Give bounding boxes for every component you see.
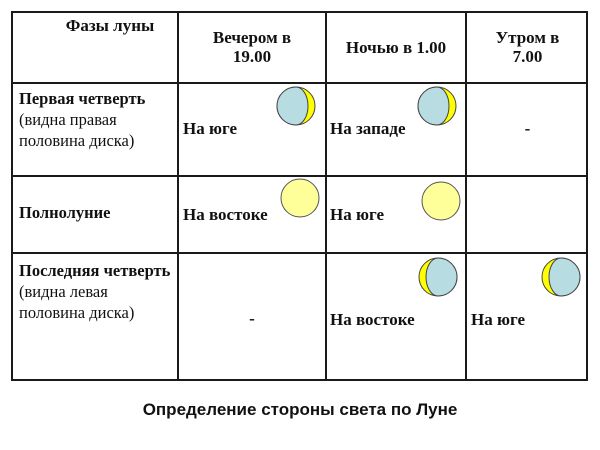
header-night: Ночью в 1.00: [345, 38, 447, 57]
cell-last-quarter-morning: На юге: [471, 310, 526, 329]
row-divider: [11, 82, 588, 84]
header-evening-line1: Вечером в: [212, 28, 292, 47]
last-quarter-moon-icon: [541, 257, 581, 297]
cell-first-quarter-morning: -: [524, 119, 531, 138]
phase-note: (видна левая половина диска): [19, 282, 135, 322]
cell-first-quarter-evening: На юге: [183, 119, 238, 138]
header-phase: Фазы луны: [65, 16, 155, 35]
first-quarter-moon-icon: [417, 86, 457, 126]
full-moon-icon: [421, 181, 461, 221]
cell-full-moon-evening: На востоке: [183, 205, 268, 224]
cell-last-quarter-night: На востоке: [330, 310, 415, 329]
first-quarter-moon-icon: [276, 86, 316, 126]
phase-name: Последняя четверть: [19, 261, 171, 280]
row-divider: [11, 175, 588, 177]
row-label-first-quarter: [13, 88, 177, 151]
header-evening: [179, 28, 325, 66]
column-divider: [325, 11, 327, 381]
figure-caption: Определение стороны света по Луне: [142, 400, 458, 419]
column-divider: [465, 11, 467, 381]
cell-first-quarter-night: На западе: [330, 119, 406, 138]
row-label-last-quarter: [13, 260, 177, 323]
cell-last-quarter-evening: -: [249, 309, 255, 328]
cell-full-moon-night: На юге: [330, 205, 385, 224]
header-morning-line2: 7.00: [512, 47, 543, 66]
full-moon-icon: [280, 178, 320, 218]
header-evening-line2: 19.00: [232, 47, 272, 66]
phase-note: (видна правая половина диска): [19, 110, 135, 150]
row-label-full-moon: Полнолуние: [19, 203, 111, 222]
last-quarter-moon-icon: [418, 257, 458, 297]
row-divider: [11, 252, 588, 254]
phase-name: Первая четверть: [19, 89, 146, 108]
header-morning-line1: Утром в: [495, 28, 560, 47]
header-morning: [467, 28, 588, 66]
